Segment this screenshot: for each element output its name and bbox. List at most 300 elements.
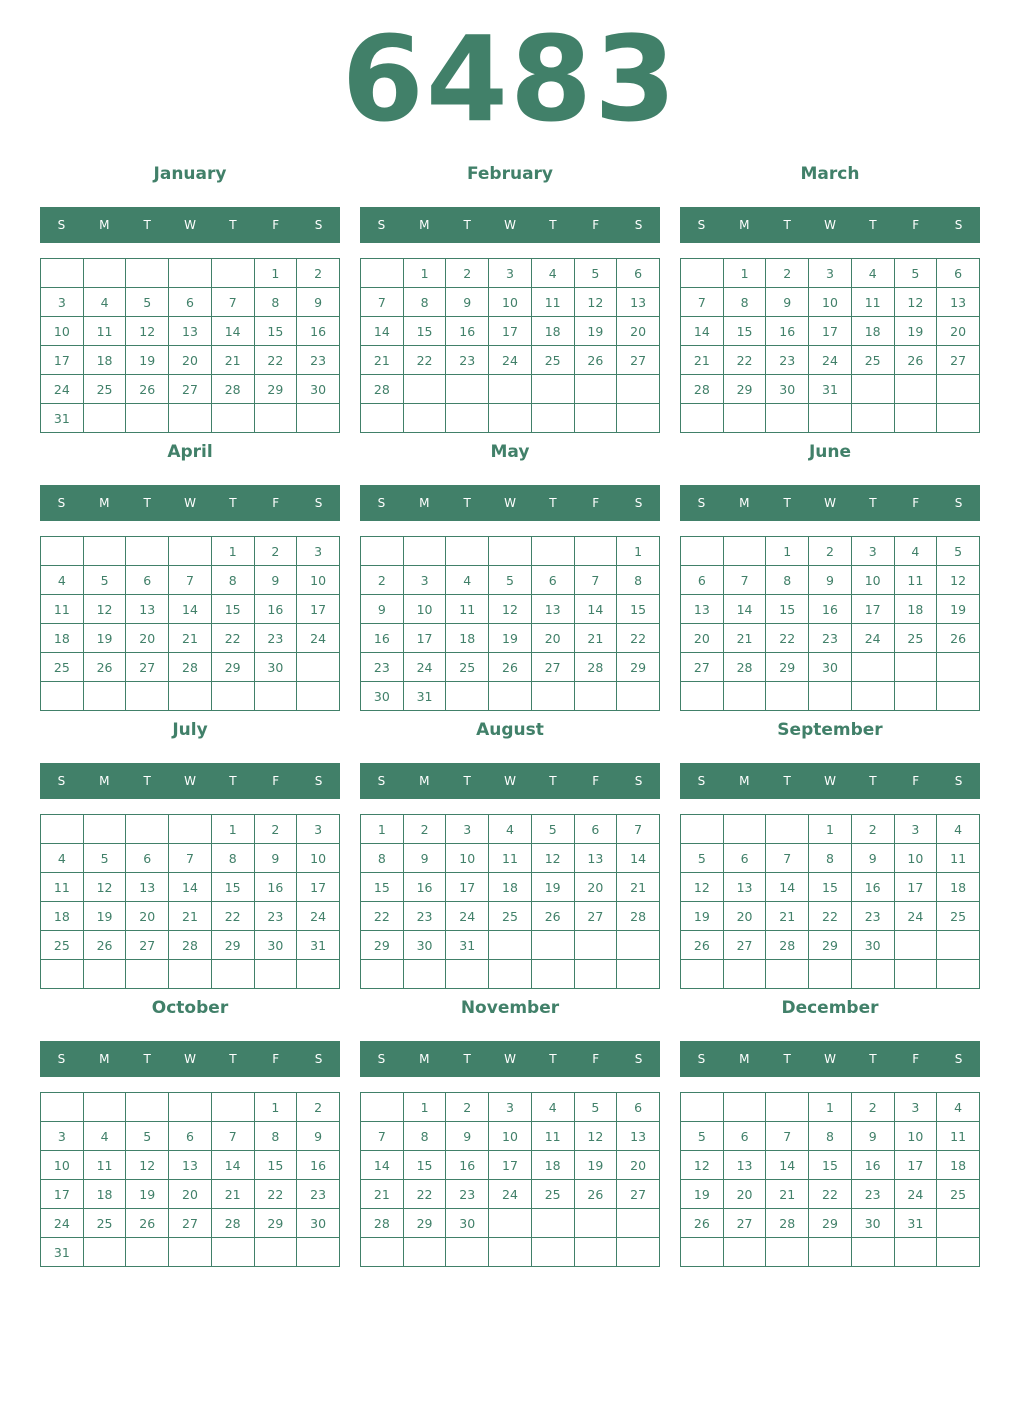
day-cell: 30 [766,375,809,404]
day-cell: 27 [937,346,980,375]
day-cell: 14 [723,595,766,624]
day-cell: 2 [809,537,852,566]
day-cell: 14 [169,873,212,902]
day-cell: 15 [617,595,660,624]
week-row [681,873,980,902]
empty-day-cell [297,653,340,682]
day-cell: 20 [681,624,724,653]
day-cell: 23 [297,346,340,375]
day-cell: 6 [169,288,212,317]
day-cell: 25 [937,902,980,931]
day-cell: 10 [851,566,894,595]
month-name: October [151,998,229,1018]
day-cell: 20 [723,902,766,931]
day-cell: 3 [297,537,340,566]
weekday-label: T [143,1052,151,1066]
empty-day-cell [211,1093,254,1122]
day-cell: 7 [211,288,254,317]
empty-day-cell [83,259,126,288]
week-row [681,624,980,653]
weekday-label: T [143,774,151,788]
day-cell: 23 [446,1180,489,1209]
day-cell: 24 [894,902,937,931]
empty-day-cell [894,931,937,960]
day-cell: 24 [446,902,489,931]
weekday-label: S [314,1052,323,1066]
empty-day-cell [254,960,297,989]
day-cell: 22 [211,624,254,653]
day-cell: 25 [937,1180,980,1209]
day-cell: 28 [766,1209,809,1238]
day-cell: 20 [126,624,169,653]
day-cell: 24 [894,1180,937,1209]
day-cell: 22 [617,624,660,653]
day-cell: 8 [766,566,809,595]
day-cell: 30 [297,1209,340,1238]
week-row [681,595,980,624]
day-cell: 27 [723,931,766,960]
weekday-label: F [272,1052,280,1066]
day-cell: 29 [617,653,660,682]
week-row [41,682,340,711]
day-cell: 26 [894,346,937,375]
weekday-label: W [504,218,516,232]
weekday-label: S [634,1052,643,1066]
day-grid [40,814,340,989]
month-name: September [777,720,883,740]
week-row [681,259,980,288]
day-cell: 12 [894,288,937,317]
weekday-label: S [314,774,323,788]
week-row [681,346,980,375]
day-cell: 6 [126,566,169,595]
day-cell: 20 [617,317,660,346]
day-cell: 9 [446,288,489,317]
day-cell: 13 [937,288,980,317]
day-cell: 11 [41,873,84,902]
empty-day-cell [681,815,724,844]
day-cell: 27 [681,653,724,682]
day-cell: 19 [574,1151,617,1180]
day-cell: 31 [403,682,446,711]
day-cell: 1 [211,537,254,566]
day-grid [680,1092,980,1267]
day-cell: 9 [254,844,297,873]
weekday-label: T [869,218,877,232]
empty-day-cell [851,653,894,682]
day-cell: 4 [531,259,574,288]
weekday-label: T [229,774,237,788]
day-cell: 9 [403,844,446,873]
week-row [681,960,980,989]
day-cell: 31 [809,375,852,404]
day-cell: 26 [126,375,169,404]
day-cell: 27 [169,375,212,404]
day-cell: 19 [83,902,126,931]
empty-day-cell [809,1238,852,1267]
day-cell: 30 [254,653,297,682]
day-cell: 8 [809,1122,852,1151]
day-cell: 18 [41,902,84,931]
weekday-label: W [504,774,516,788]
day-cell: 2 [297,259,340,288]
empty-day-cell [169,259,212,288]
month-name: November [460,998,560,1018]
weekday-label: S [57,218,66,232]
day-cell: 26 [937,624,980,653]
day-cell: 5 [489,566,532,595]
weekday-label: M [99,496,110,510]
empty-day-cell [766,960,809,989]
day-cell: 15 [403,317,446,346]
day-cell: 1 [809,815,852,844]
day-cell: 22 [254,1180,297,1209]
day-cell: 29 [723,375,766,404]
week-row [681,288,980,317]
day-cell: 23 [446,346,489,375]
empty-day-cell [681,1093,724,1122]
day-cell: 24 [41,375,84,404]
day-cell: 30 [361,682,404,711]
day-cell: 22 [403,1180,446,1209]
day-cell: 10 [297,844,340,873]
weekday-label: M [419,496,430,510]
day-cell: 7 [211,1122,254,1151]
empty-day-cell [574,375,617,404]
day-cell: 19 [126,346,169,375]
day-cell: 19 [894,317,937,346]
weekday-label: S [57,774,66,788]
day-cell: 4 [937,815,980,844]
day-cell: 29 [254,375,297,404]
weekday-label: S [634,496,643,510]
day-cell: 24 [297,624,340,653]
empty-day-cell [723,537,766,566]
week-row [41,1093,340,1122]
weekday-label: W [184,496,196,510]
day-cell: 31 [297,931,340,960]
day-cell: 23 [403,902,446,931]
day-cell: 30 [254,931,297,960]
day-cell: 20 [169,346,212,375]
day-cell: 18 [851,317,894,346]
day-cell: 13 [126,595,169,624]
empty-day-cell [894,1238,937,1267]
weekday-label: T [143,496,151,510]
day-cell: 13 [617,288,660,317]
week-row [41,815,340,844]
weekday-label: S [314,218,323,232]
day-cell: 17 [297,873,340,902]
empty-day-cell [83,537,126,566]
day-cell: 6 [169,1122,212,1151]
day-cell: 29 [403,1209,446,1238]
day-cell: 17 [41,1180,84,1209]
day-cell: 24 [489,1180,532,1209]
week-row [681,375,980,404]
empty-day-cell [851,1238,894,1267]
year-title: 6483 [341,10,679,148]
empty-day-cell [574,404,617,433]
week-row [361,537,660,566]
empty-day-cell [169,537,212,566]
day-cell: 13 [531,595,574,624]
day-cell: 28 [766,931,809,960]
day-cell: 7 [723,566,766,595]
day-cell: 1 [211,815,254,844]
day-cell: 13 [574,844,617,873]
day-cell: 23 [809,624,852,653]
empty-day-cell [617,375,660,404]
day-cell: 20 [531,624,574,653]
empty-day-cell [169,815,212,844]
day-cell: 27 [126,931,169,960]
weekday-header [40,763,340,799]
empty-day-cell [531,1238,574,1267]
weekday-label: W [504,496,516,510]
day-cell: 18 [894,595,937,624]
empty-day-cell [574,960,617,989]
weekday-label: F [912,496,920,510]
weekday-label: M [419,218,430,232]
day-cell: 25 [894,624,937,653]
empty-day-cell [937,404,980,433]
day-cell: 9 [446,1122,489,1151]
day-cell: 8 [254,288,297,317]
weekday-label: S [377,496,386,510]
weekday-label: T [463,218,471,232]
weekday-label: W [824,218,836,232]
month-name: April [167,442,213,462]
week-row [41,902,340,931]
day-cell: 15 [211,595,254,624]
weekday-header [40,207,340,243]
day-cell: 25 [446,653,489,682]
day-cell: 29 [361,931,404,960]
weekday-label: F [912,774,920,788]
day-cell: 25 [83,375,126,404]
empty-day-cell [851,682,894,711]
day-cell: 8 [254,1122,297,1151]
weekday-label: T [463,774,471,788]
empty-day-cell [617,404,660,433]
day-cell: 28 [574,653,617,682]
day-cell: 4 [851,259,894,288]
empty-day-cell [617,1209,660,1238]
day-cell: 5 [126,288,169,317]
day-cell: 2 [403,815,446,844]
weekday-label: F [592,1052,600,1066]
weekday-label: S [697,774,706,788]
weekday-label: F [912,218,920,232]
day-cell: 3 [297,815,340,844]
weekday-label: T [463,496,471,510]
weekday-label: T [143,218,151,232]
week-row [361,960,660,989]
day-cell: 15 [809,1151,852,1180]
empty-day-cell [489,682,532,711]
empty-day-cell [169,404,212,433]
weekday-header [680,763,980,799]
week-row [361,288,660,317]
empty-day-cell [361,404,404,433]
empty-day-cell [83,1238,126,1267]
weekday-label: T [783,218,791,232]
empty-day-cell [41,259,84,288]
day-cell: 4 [937,1093,980,1122]
day-cell: 17 [894,1151,937,1180]
weekday-label: W [824,496,836,510]
day-cell: 28 [617,902,660,931]
empty-day-cell [681,1238,724,1267]
day-cell: 5 [83,844,126,873]
day-cell: 5 [83,566,126,595]
empty-day-cell [681,537,724,566]
day-cell: 2 [446,259,489,288]
day-cell: 23 [766,346,809,375]
day-cell: 28 [723,653,766,682]
empty-day-cell [574,1209,617,1238]
week-row [681,317,980,346]
empty-day-cell [489,537,532,566]
weekday-label: M [99,774,110,788]
day-cell: 9 [254,566,297,595]
day-cell: 16 [766,317,809,346]
day-cell: 23 [254,624,297,653]
day-cell: 25 [83,1209,126,1238]
weekday-header [360,485,660,521]
day-cell: 15 [766,595,809,624]
empty-day-cell [574,1238,617,1267]
day-cell: 11 [894,566,937,595]
day-cell: 22 [361,902,404,931]
day-cell: 8 [211,844,254,873]
day-cell: 29 [809,931,852,960]
day-cell: 14 [574,595,617,624]
day-cell: 22 [723,346,766,375]
day-cell: 22 [809,902,852,931]
empty-day-cell [41,682,84,711]
day-cell: 14 [211,1151,254,1180]
day-cell: 1 [361,815,404,844]
day-cell: 12 [489,595,532,624]
day-cell: 21 [361,1180,404,1209]
day-cell: 30 [446,1209,489,1238]
empty-day-cell [937,1238,980,1267]
weekday-header [40,485,340,521]
day-cell: 8 [809,844,852,873]
day-cell: 21 [766,1180,809,1209]
day-cell: 9 [851,844,894,873]
empty-day-cell [169,1093,212,1122]
empty-day-cell [851,960,894,989]
week-row [41,1238,340,1267]
empty-day-cell [446,375,489,404]
day-cell: 10 [41,1151,84,1180]
day-cell: 5 [894,259,937,288]
empty-day-cell [403,375,446,404]
week-row [41,1151,340,1180]
week-row [361,1180,660,1209]
month-name: May [490,442,530,462]
month-name: August [476,720,544,740]
day-cell: 19 [937,595,980,624]
day-cell: 3 [41,288,84,317]
day-cell: 29 [809,1209,852,1238]
empty-day-cell [894,375,937,404]
day-cell: 6 [617,1093,660,1122]
day-cell: 24 [297,902,340,931]
day-cell: 15 [254,317,297,346]
day-cell: 1 [723,259,766,288]
weekday-label: T [549,218,557,232]
weekday-label: S [314,496,323,510]
weekday-label: S [377,1052,386,1066]
empty-day-cell [723,1238,766,1267]
week-row [41,288,340,317]
day-cell: 30 [851,931,894,960]
empty-day-cell [297,1238,340,1267]
week-row [41,317,340,346]
week-row [681,1209,980,1238]
day-cell: 11 [531,288,574,317]
empty-day-cell [403,537,446,566]
day-cell: 2 [851,1093,894,1122]
day-cell: 29 [211,931,254,960]
empty-day-cell [446,682,489,711]
day-cell: 11 [83,317,126,346]
day-cell: 3 [489,259,532,288]
day-cell: 3 [41,1122,84,1151]
empty-day-cell [446,1238,489,1267]
empty-day-cell [489,404,532,433]
day-cell: 21 [211,346,254,375]
week-row [41,259,340,288]
day-cell: 8 [617,566,660,595]
weekday-label: F [272,218,280,232]
day-cell: 20 [574,873,617,902]
weekday-header [360,763,660,799]
day-cell: 9 [361,595,404,624]
empty-day-cell [403,960,446,989]
day-cell: 15 [211,873,254,902]
day-cell: 4 [531,1093,574,1122]
week-row [361,259,660,288]
empty-day-cell [211,682,254,711]
weekday-label: M [99,218,110,232]
day-cell: 10 [489,288,532,317]
week-row [361,844,660,873]
empty-day-cell [211,404,254,433]
month-name: July [172,720,208,740]
day-cell: 2 [254,537,297,566]
day-cell: 20 [937,317,980,346]
weekday-label: S [634,218,643,232]
week-row [681,404,980,433]
week-row [681,1238,980,1267]
day-grid [40,536,340,711]
day-cell: 18 [937,1151,980,1180]
week-row [681,931,980,960]
week-row [361,404,660,433]
day-cell: 2 [297,1093,340,1122]
day-cell: 14 [361,317,404,346]
day-cell: 11 [937,844,980,873]
weekday-label: T [229,496,237,510]
day-cell: 6 [531,566,574,595]
day-cell: 13 [169,317,212,346]
day-cell: 7 [169,844,212,873]
